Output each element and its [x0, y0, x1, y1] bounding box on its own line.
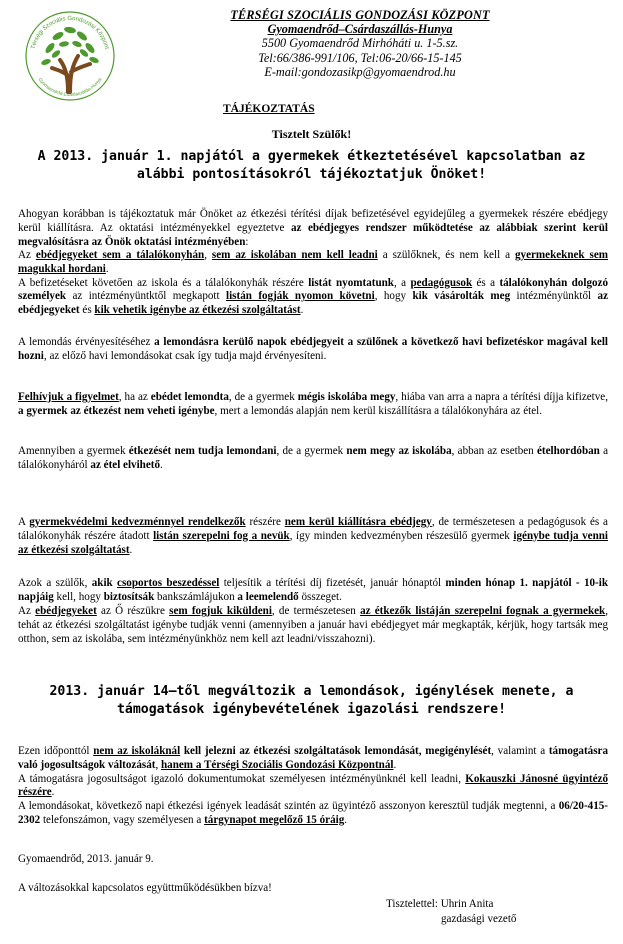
organization-email: E-mail:gondozasikp@gyomaendrod.hu [264, 64, 456, 79]
organization-subtitle: Gyomaendrőd–Csárdaszállás-Hunya [267, 22, 453, 37]
headline-1: A 2013. január 1. napjától a gyermekek étkeztetésével kapcsolatban az alábbi pontosításokról tájékoztatjuk Önöket! [37, 149, 586, 182]
letterhead [190, 8, 530, 79]
organization-logo [20, 6, 120, 106]
greeting: Tisztelt Szülők! [271, 127, 352, 141]
signature-regards: Tisztelettel: Uhrin Anita [386, 898, 494, 910]
closing-line: A változásokkal kapcsolatos együttműködésükben bízva! [18, 882, 272, 894]
paragraph-5: Amennyiben a gyermek étkezését nem tudja lemondani, de a gyermek nem megy az iskolába, abban az esetben ételhordóban a tálalókonyháról az étel elvihető. [18, 445, 609, 471]
paragraph-9: Ezen időponttól nem az iskoláknál kell jelezni az étkezési szolgáltatások lemondását, megigénylését, valamint a támogatásra való jogosultságok változását, hanem a Térségi Szociális Gondozási Központnál. A támogatásra jogosultságot igazoló dokumentumokat személyesen intézményünknél kell leadni, Kokauszki Jánosné ügyintéző részére. A lemondásokat, következő napi étkezési igények leadását szintén az ügyintéző asszonyon keresztül tudják megtenni, a 06/20-415-2302 telefonszámon, vagy személyesen a tárgynapot megelőző 15 óráig. [18, 745, 608, 826]
place-date: Gyomaendrőd, 2013. január 9. [18, 853, 154, 865]
svg-text:Gyomaendrőd-Csárdaszállás-Huny: Gyomaendrőd-Csárdaszállás-Hunya [37, 76, 103, 98]
paragraph-4: Felhívjuk a figyelmet, ha az ebédet lemondta, de a gyermek mégis iskolába megy, hiába van arra a napra a térítési díjja kifizetve, a gyermek az étkezést nem veheti igénybe, mert a lemondás alapján nem kerül kiszállításra a tálalókonyhára az étel. [18, 391, 608, 417]
organization-name: TÉRSÉGI SZOCIÁLIS GONDOZÁSI KÖZPONT [230, 8, 490, 22]
organization-address: 5500 Gyomaendrőd Mirhóháti u. 1-5.sz. [261, 36, 459, 51]
paragraph-1: Ahogyan korábban is tájékoztatuk már Önöket az étkezési térítési díjak befizetésével egyidejűleg a gyermekek részére ebédjegy kerül kiállításra. Az oktatási intézményekkel egyeztetve az ebédjegyes rendszer működtetése az alábbiak szerint kerül megvalósításra az Önök oktatási intézményében: [18, 208, 608, 248]
paragraph-6: A gyermekvédelmi kedvezménnyel rendelkezők részére nem kerül kiállításra ebédjegy, de természetesen a pedagógusok és a tálalókonyhák részére átadott listán szerepelni fog a nevük, így minden kedvezményben részesülő gyermek igénybe tudja venni az étkezési szolgáltatást. [18, 516, 609, 556]
paragraph-3: A lemondás érvényesítéséhez a lemondásra kerülő napok ebédjegyeit a szülőnek a következő havi befizetéskor magával kell hozni, az előző havi lemondásokat csak így tudja majd érvényesíteni. [18, 336, 608, 362]
paragraph-8: Az ebédjegyeket az Ő részükre sem fogjuk kiküldeni, de természetesen az étkezők listáján szerepelni fognak a gyermekek, tehát az étkezési szolgáltatást igénybe tudják venni (amennyiben a január havi ebédjegyet már megkapták, kérjük, hogy tartsák meg otthon, sem az iskolába, sem intézményünkhöz nem kell azt leadni/visszahozni). [18, 605, 608, 645]
headline-2: 2013. január 14–től megváltozik a lemondások, igénylések menete, a támogatások igénybevételének igazolási rendszere! [49, 684, 574, 717]
svg-text:Térségi Szociális Gondozási Kö: Térségi Szociális Gondozási Központ [30, 15, 110, 50]
signature-role: gazdasági vezető [441, 913, 517, 925]
organization-phone: Tel:66/386-991/106, Tel:06-20/66-15-145 [258, 50, 462, 65]
paragraph-2: Az ebédjegyeket sem a tálalókonyhán, sem az iskolában nem kell leadni a szülőknek, és nem kell a gyermekeknek sem magukkal hordani. A befizetéseket követően az iskola és a tálalókonyhák részére listát nyomtatunk, a pedagógusok és a tálalókonyhán dolgozó személyek az intézményüntktől megkapott listán fogják nyomon követni, hogy kik vásárolták meg intézményünktől az ebédjegyeket és kik vehetik igénybe az étkezési szolgáltatást. [18, 249, 609, 316]
paragraph-7: Azok a szülők, akik csoportos beszedéssel teljesítik a térítési díj fizetését, január hónaptól minden hónap 1. napjától - 10-ik napjáig kell, hogy biztosítsák bankszámlájukon a leemelendő összeget. [18, 577, 609, 603]
notice-title: TÁJÉKOZTATÁS [223, 103, 315, 115]
